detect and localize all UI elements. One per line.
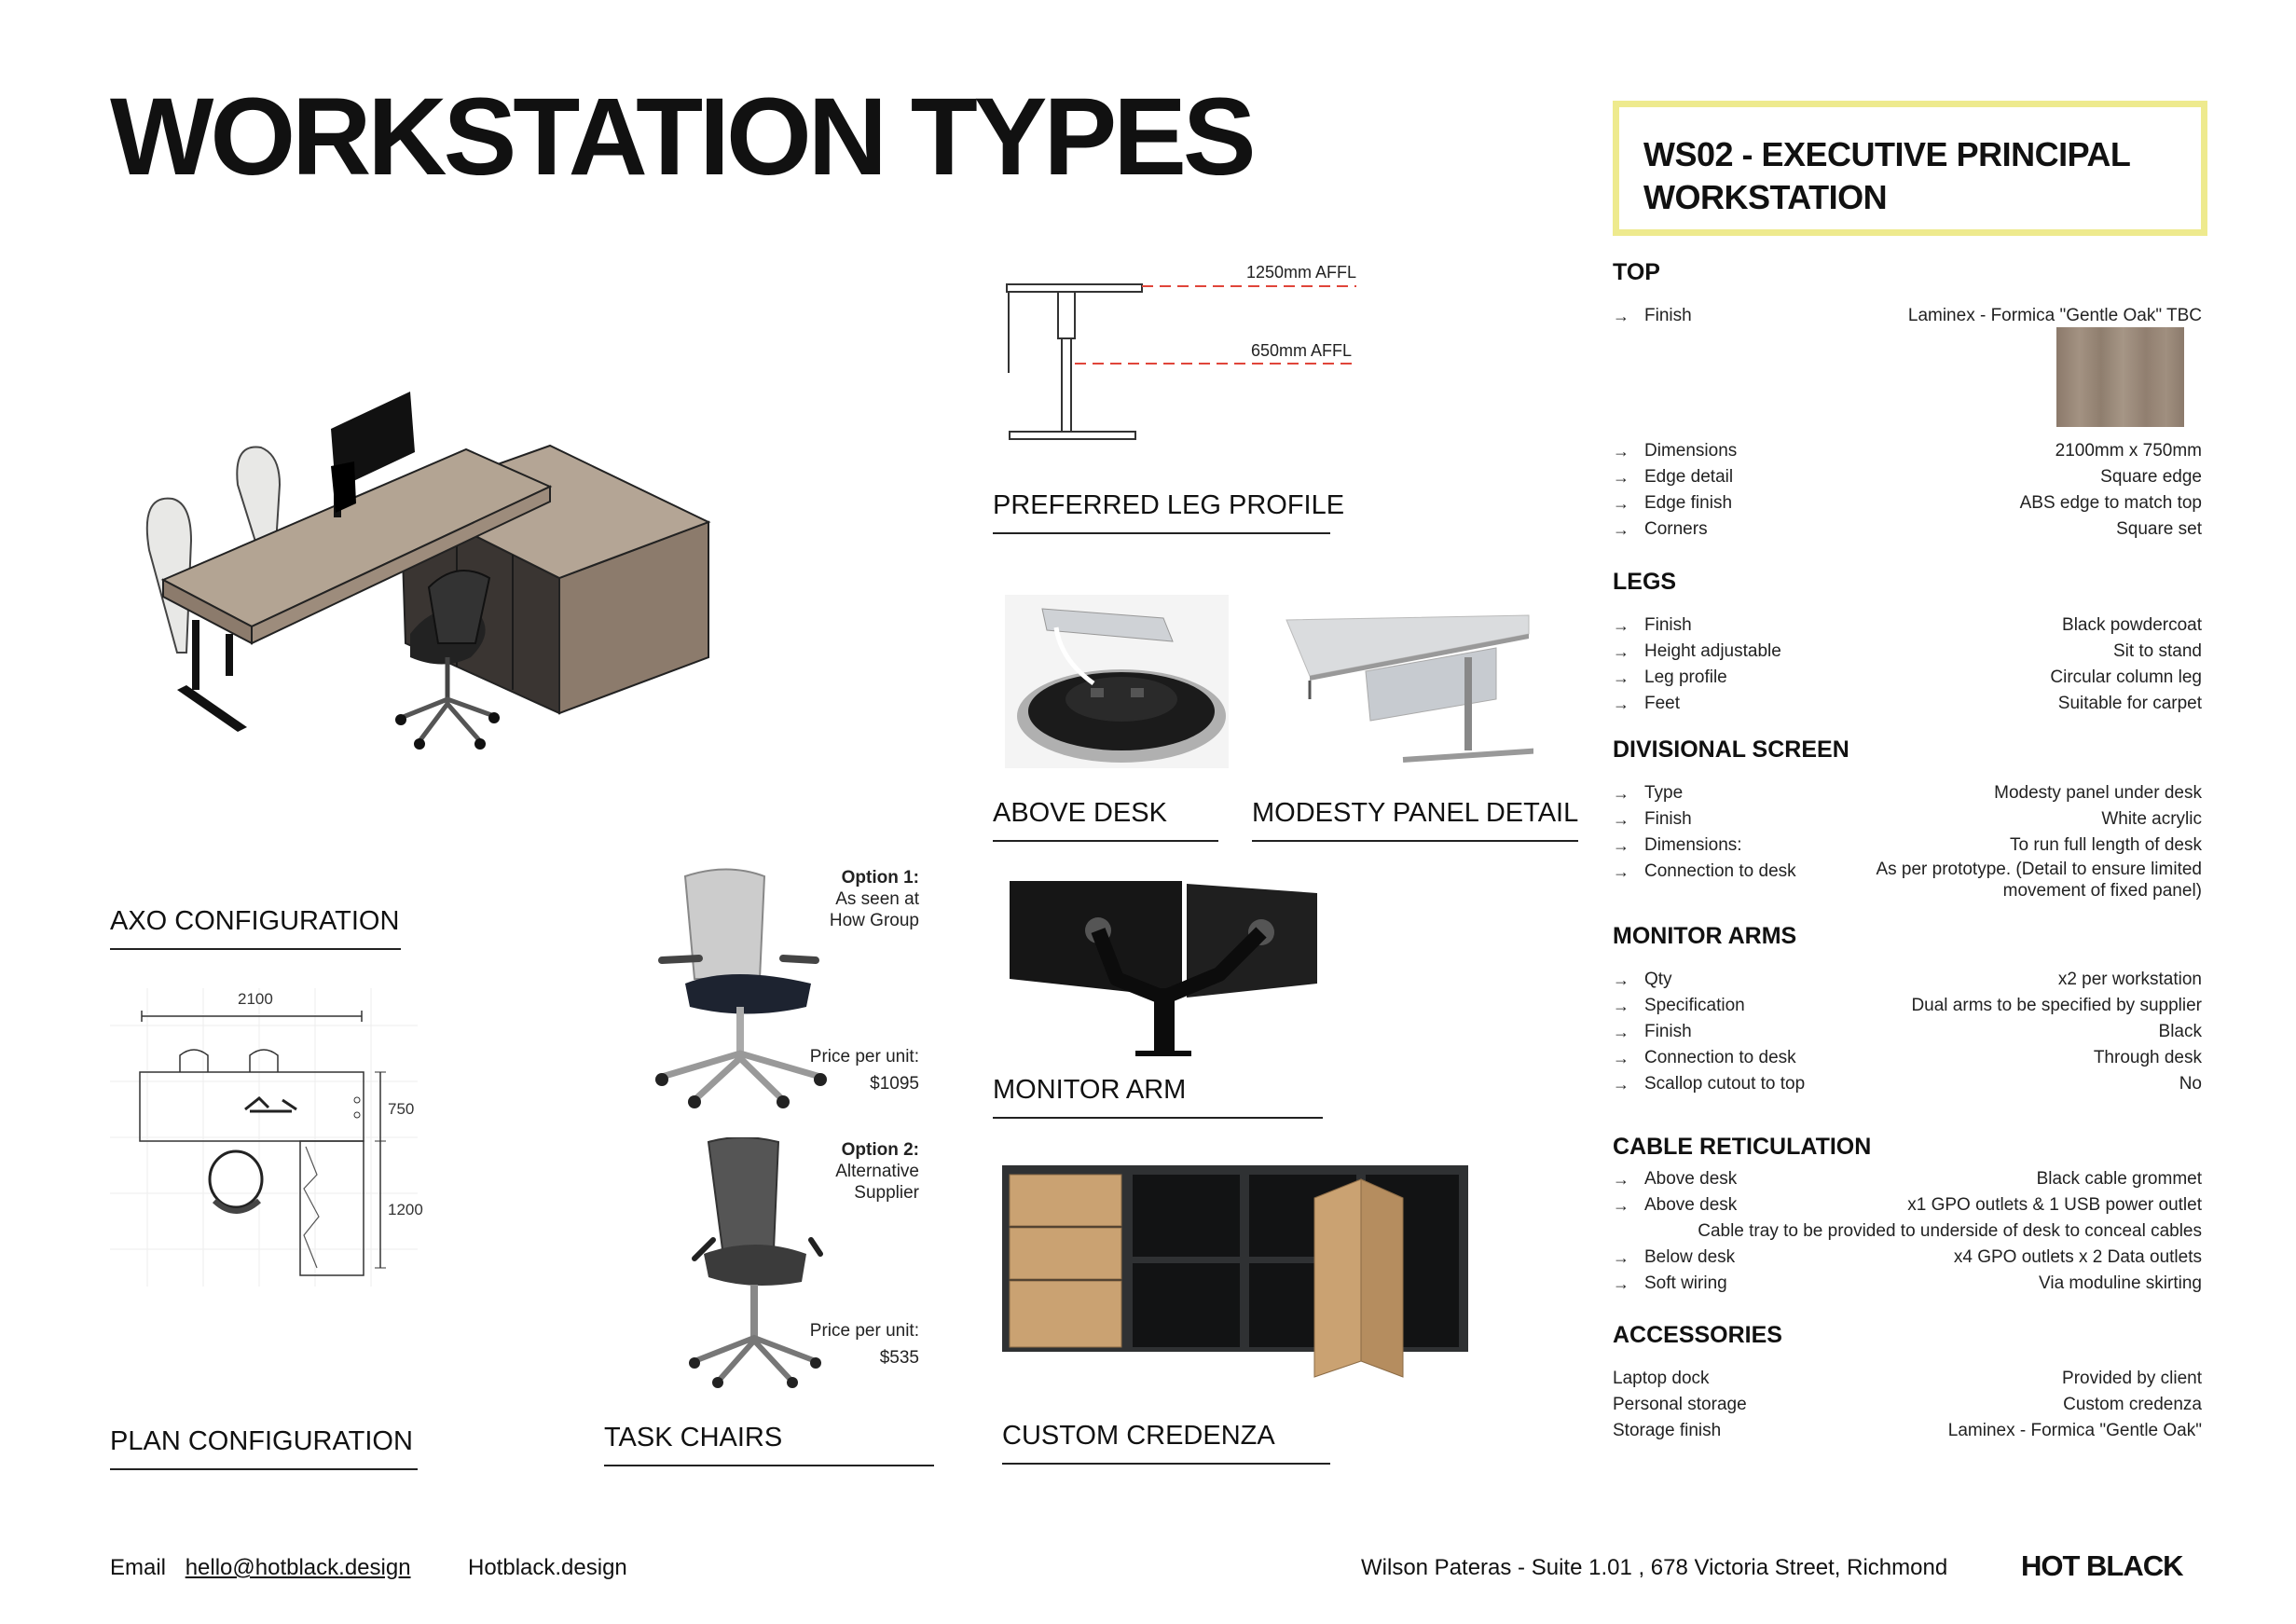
spec-value: As per prototype. (Detail to ensure limited	[1876, 860, 2202, 879]
arrow-icon: →	[1613, 1196, 1629, 1215]
spec-top-heading: TOP	[1613, 259, 1660, 285]
spec-row	[1613, 1418, 2202, 1444]
arrow-icon: →	[1613, 1075, 1629, 1094]
plan-drawing	[110, 988, 418, 1287]
plan-return-label: 1200	[388, 1201, 423, 1218]
spec-label: Qty	[1644, 970, 1672, 989]
modesty-panel-image	[1282, 611, 1533, 778]
spec-row	[1613, 1019, 2202, 1045]
spec-label: Finish	[1644, 1022, 1692, 1041]
option2-line1: Alternative	[835, 1162, 919, 1181]
leg-top-height-label: 1250mm AFFL	[1246, 263, 1357, 282]
arrow-icon: →	[1613, 1023, 1629, 1041]
spec-value: Square edge	[2100, 467, 2202, 487]
spec-label: Connection to desk	[1644, 1048, 1796, 1067]
arrow-icon: →	[1613, 307, 1629, 325]
option1-heading: Option 1:	[841, 868, 919, 888]
page-title: WORKSTATION TYPES	[110, 76, 1253, 199]
spec-label: Feet	[1644, 694, 1681, 713]
spec-row	[1613, 516, 2202, 543]
spec-row	[1613, 490, 2202, 516]
spec-label: Leg profile	[1644, 667, 1727, 687]
caption-leg-profile: PREFERRED LEG PROFILE	[993, 492, 1330, 534]
spec-label: Specification	[1644, 996, 1745, 1015]
monitor-arm-image	[1005, 876, 1322, 1063]
option1-price: $1095	[870, 1074, 919, 1094]
arrow-icon: →	[1613, 494, 1629, 513]
option1-line2: How Group	[829, 911, 919, 930]
spec-value: ABS edge to match top	[2019, 493, 2202, 513]
spec-value: To run full length of desk	[2010, 835, 2202, 855]
spec-label: Dimensions:	[1644, 835, 1742, 855]
grommet-illustration	[1005, 595, 1229, 768]
spec-row	[1613, 806, 2202, 833]
arrow-icon: →	[1613, 668, 1629, 687]
option2-line2: Supplier	[854, 1183, 919, 1203]
spec-value: Suitable for carpet	[2057, 694, 2202, 713]
option2-price-label: Price per unit:	[809, 1321, 919, 1341]
spec-cable-section	[1613, 1134, 2202, 1297]
spec-label: Edge detail	[1644, 467, 1734, 487]
spec-accessories-heading: ACCESSORIES	[1613, 1322, 1782, 1348]
arrow-icon: →	[1613, 1248, 1629, 1267]
spec-value: 2100mm x 750mm	[2055, 441, 2202, 461]
spec-value: Black powdercoat	[2062, 615, 2202, 635]
spec-accessories-section	[1613, 1322, 2202, 1444]
spec-value: Laminex - Formica "Gentle Oak" TBC	[1907, 306, 2202, 325]
caption-above-desk: ABOVE DESK	[993, 800, 1218, 842]
footer-website-link[interactable]: Hotblack.design	[468, 1555, 627, 1580]
spec-value: No	[2179, 1074, 2202, 1094]
spec-label: Below desk	[1644, 1247, 1736, 1267]
spec-row	[1613, 780, 2202, 806]
spec-legs-section	[1613, 569, 2202, 717]
spec-monitor-heading: MONITOR ARMS	[1613, 923, 1797, 949]
spec-row	[1613, 438, 2202, 464]
arrow-icon: →	[1613, 784, 1629, 803]
spec-label: Storage finish	[1613, 1421, 1722, 1440]
spec-row	[1613, 967, 2202, 993]
spec-row	[1613, 691, 2202, 717]
spec-value: Through desk	[2093, 1048, 2202, 1067]
spec-note-row	[1613, 1218, 2202, 1245]
footer-email-label: Email	[110, 1555, 167, 1580]
spec-note: Cable tray to be provided to underside of desk to conceal cables	[1698, 1221, 2202, 1241]
arrow-icon: →	[1613, 997, 1629, 1015]
spec-value: Black cable grommet	[2036, 1169, 2202, 1189]
spec-row	[1613, 1392, 2202, 1418]
workstation-title-line1: WS02 - EXECUTIVE PRINCIPAL	[1643, 135, 2131, 173]
arrow-icon: →	[1613, 642, 1629, 661]
option2-heading: Option 2:	[841, 1140, 919, 1160]
arrow-icon: →	[1613, 862, 1629, 881]
spec-row	[1613, 1045, 2202, 1071]
spec-label: Edge finish	[1644, 493, 1733, 513]
spec-label: Finish	[1644, 615, 1692, 635]
arrow-icon: →	[1613, 836, 1629, 855]
arrow-icon: →	[1613, 520, 1629, 539]
spec-row	[1613, 1366, 2202, 1392]
spec-value: Modesty panel under desk	[1994, 783, 2202, 803]
caption-task-chairs: TASK CHAIRS	[604, 1424, 934, 1466]
spec-row	[1613, 859, 2202, 901]
caption-axo: AXO CONFIGURATION	[110, 908, 401, 950]
spec-value: Circular column leg	[2050, 667, 2202, 687]
caption-credenza: CUSTOM CREDENZA	[1002, 1423, 1330, 1465]
spec-label: Above desk	[1644, 1169, 1738, 1189]
arrow-icon: →	[1613, 1049, 1629, 1067]
spec-row	[1613, 665, 2202, 691]
spec-screen-heading: DIVISIONAL SCREEN	[1613, 736, 1849, 763]
spec-label: Scallop cutout to top	[1644, 1074, 1806, 1094]
spec-label: Personal storage	[1613, 1395, 1747, 1414]
spec-value: Custom credenza	[2063, 1395, 2202, 1414]
caption-monitor-arm: MONITOR ARM	[993, 1077, 1323, 1119]
caption-modesty: MODESTY PANEL DETAIL	[1252, 800, 1578, 842]
spec-value: x2 per workstation	[2057, 970, 2202, 989]
spec-row	[1613, 1192, 2202, 1218]
footer-address: Wilson Pateras - Suite 1.01 , 678 Victoria Street, Richmond	[1361, 1555, 1948, 1580]
arrow-icon: →	[1613, 468, 1629, 487]
footer-email-link[interactable]: hello@hotblack.design	[185, 1555, 411, 1580]
spec-screen-section	[1613, 736, 2202, 901]
spec-value: Dual arms to be specified by supplier	[1911, 996, 2202, 1015]
spec-row	[1613, 993, 2202, 1019]
spec-row	[1613, 833, 2202, 859]
above-desk-image	[1005, 595, 1229, 768]
option2-price: $535	[879, 1348, 919, 1368]
spec-monitor-section	[1613, 923, 2202, 1097]
spec-value-cont: movement of fixed panel)	[2002, 881, 2202, 901]
footer-email-block	[110, 1555, 411, 1581]
spec-value-multiline	[1876, 859, 2202, 901]
plan-depth-label: 750	[388, 1100, 415, 1118]
spec-label: Dimensions	[1644, 441, 1738, 461]
spec-row	[1613, 612, 2202, 639]
spec-legs-heading: LEGS	[1613, 569, 1677, 595]
spec-label: Finish	[1644, 306, 1692, 325]
spec-row	[1613, 464, 2202, 490]
spec-value: Provided by client	[2062, 1369, 2202, 1388]
spec-cable-heading: CABLE RETICULATION	[1613, 1134, 1872, 1160]
spec-label: Soft wiring	[1644, 1273, 1727, 1293]
arrow-icon: →	[1613, 810, 1629, 829]
workstation-code-box	[1613, 101, 2207, 236]
spec-value: x4 GPO outlets x 2 Data outlets	[1953, 1247, 2202, 1267]
spec-label: Finish	[1644, 809, 1692, 829]
spec-value: Square set	[2116, 519, 2202, 539]
spec-top-section	[1613, 259, 2202, 329]
option1-price-block	[764, 1046, 919, 1094]
spec-row	[1613, 1166, 2202, 1192]
spec-value: Black	[2158, 1022, 2202, 1041]
spec-row	[1613, 303, 2202, 329]
spec-value: Via moduline skirting	[2039, 1273, 2202, 1293]
caption-plan: PLAN CONFIGURATION	[110, 1428, 418, 1470]
credenza-image	[1002, 1161, 1487, 1384]
arrow-icon: →	[1613, 616, 1629, 635]
spec-value: x1 GPO outlets & 1 USB power outlet	[1907, 1195, 2202, 1215]
spec-row	[1613, 1245, 2202, 1271]
arrow-icon: →	[1613, 695, 1629, 713]
spec-label: Above desk	[1644, 1195, 1738, 1215]
hotblack-logo: HOT BLACK	[2021, 1549, 2183, 1582]
spec-row	[1613, 639, 2202, 665]
arrow-icon: →	[1613, 1170, 1629, 1189]
option1-price-label: Price per unit:	[809, 1047, 919, 1067]
spec-label: Type	[1644, 783, 1684, 803]
spec-label: Corners	[1644, 519, 1708, 539]
leg-bottom-height-label: 650mm AFFL	[1251, 341, 1353, 360]
spec-row	[1613, 1271, 2202, 1297]
spec-value: Sit to stand	[2112, 641, 2202, 661]
workstation-title-line2: WORKSTATION	[1643, 178, 1888, 216]
spec-top-rows	[1613, 438, 2202, 543]
spec-row	[1613, 1071, 2202, 1097]
spec-label: Connection to desk	[1644, 861, 1796, 881]
option1-line1: As seen at	[835, 889, 919, 909]
spec-value: White acrylic	[2101, 809, 2202, 829]
gentle-oak-swatch	[2056, 327, 2184, 427]
arrow-icon: →	[1613, 442, 1629, 461]
arrow-icon: →	[1613, 1274, 1629, 1293]
arrow-icon: →	[1613, 970, 1629, 989]
plan-width-label: 2100	[238, 990, 273, 1008]
option2-price-block	[764, 1320, 919, 1369]
spec-label: Laptop dock	[1613, 1369, 1710, 1388]
spec-label: Height adjustable	[1644, 641, 1781, 661]
axo-desk-illustration	[121, 373, 736, 783]
option2-text	[783, 1139, 919, 1204]
option1-text	[783, 867, 919, 931]
spec-value: Laminex - Formica "Gentle Oak"	[1947, 1421, 2202, 1440]
